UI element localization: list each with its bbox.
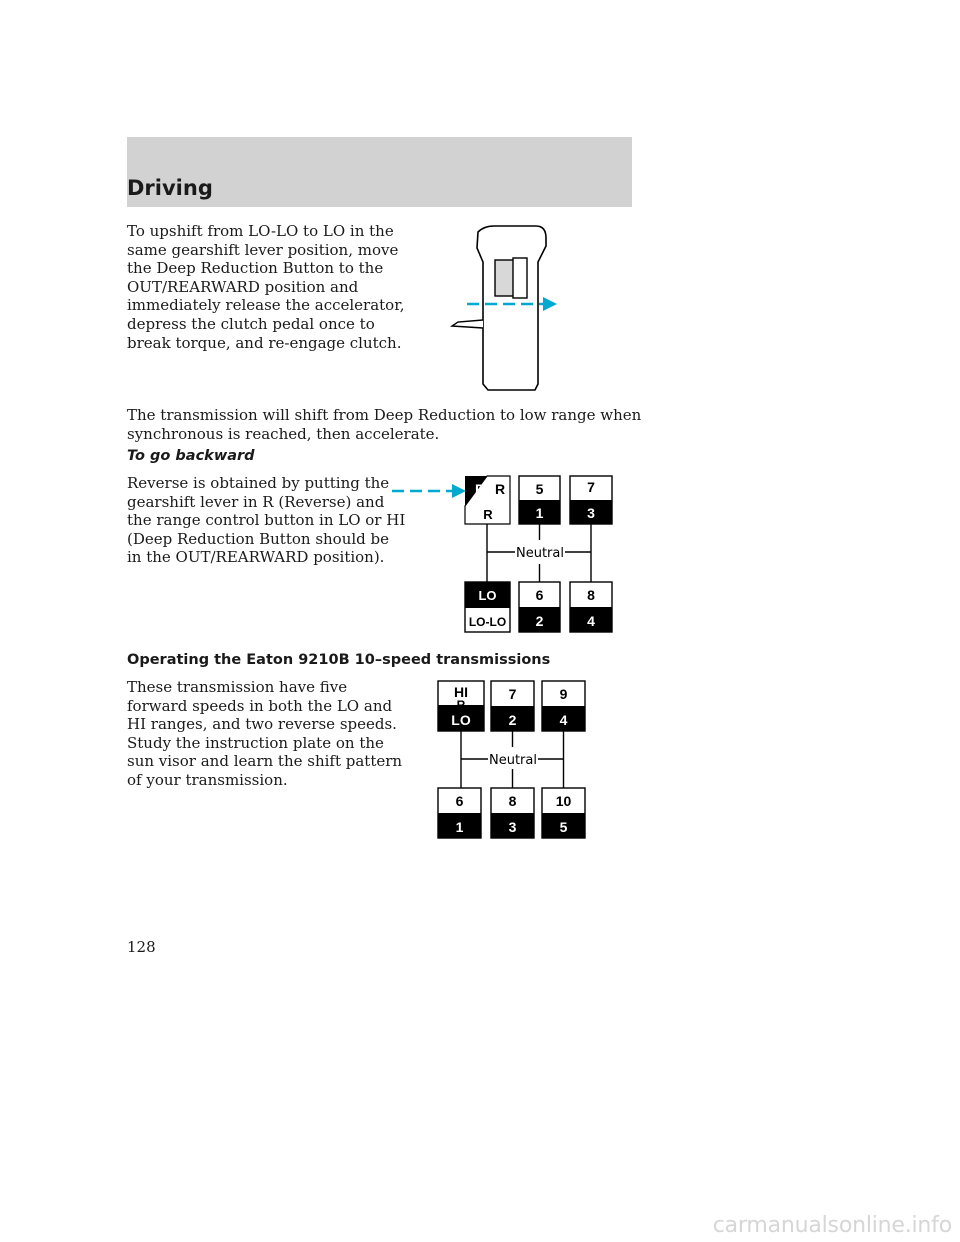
- lever-tab: [452, 320, 483, 328]
- gear-3: 3: [508, 819, 517, 835]
- gear-box-hi-r-lo: [438, 681, 484, 731]
- gear-6: 6: [455, 793, 464, 809]
- gear-box-8-4: [570, 582, 612, 632]
- gear-r-top-right: R: [494, 481, 506, 497]
- gear-lo: LO: [451, 712, 471, 728]
- transmission-shift-paragraph: The transmission will shift from Deep Reduction to low range when synchronous is reached, then accelerate.: [127, 406, 642, 443]
- gear-6: 6: [535, 587, 544, 603]
- reverse-gear-box: [465, 476, 510, 524]
- gear-r-top-left: R: [474, 481, 486, 497]
- gear-r-bottom: R: [483, 507, 493, 522]
- upshift-paragraph: To upshift from LO-LO to LO in the same gearshift lever position, move the Deep Reduction Button to the OUT/REARWARD position and immediately release the accelerator, depress the clutch pedal once to break torque, and re-engage clutch.: [127, 222, 405, 352]
- gear-8: 8: [587, 587, 595, 603]
- neutral-label: Neutral: [489, 753, 537, 768]
- gear-1: 1: [535, 505, 544, 521]
- deep-reduction-button: [495, 260, 515, 296]
- section-title: Driving: [127, 176, 213, 200]
- gear-r: R: [456, 698, 466, 712]
- gear-7: 7: [587, 479, 595, 495]
- gear-box-6-1: [438, 788, 481, 838]
- gear-2: 2: [508, 712, 517, 728]
- gear-box-6-2: [519, 582, 560, 632]
- watermark: carmanualsonline.info: [712, 1213, 952, 1238]
- gear-7: 7: [508, 686, 517, 702]
- gear-lolo: LO-LO: [468, 615, 507, 629]
- gear-9: 9: [559, 686, 568, 702]
- gear-box-lo-lolo: [465, 582, 510, 632]
- shift-lever-illustration: [450, 226, 560, 394]
- gear-2: 2: [535, 613, 544, 629]
- gear-hi: HI: [454, 684, 468, 700]
- shift-lever-body: [477, 226, 546, 390]
- gear-box-10-5: [542, 788, 585, 838]
- arrow-head: [543, 297, 557, 311]
- gear-box-9-4: [542, 681, 585, 731]
- range-button: [513, 258, 527, 298]
- gear-4: 4: [587, 613, 595, 629]
- neutral-label: Neutral: [516, 546, 564, 561]
- gear-1: 1: [455, 819, 464, 835]
- page-number: 128: [127, 938, 156, 956]
- gear-box-7-2: [491, 681, 534, 731]
- gear-5: 5: [535, 481, 544, 497]
- gear-box-5-1: [519, 476, 560, 524]
- gear-10: 10: [555, 793, 572, 809]
- gear-box-8-3: [491, 788, 534, 838]
- arrow-head: [452, 484, 466, 498]
- gear-lo: LO: [478, 588, 497, 603]
- eaton-paragraph: These transmission have five forward speeds in both the LO and HI ranges, and two reverse speeds. Study the instruction plate on the sun visor and learn the shift pattern of your transmission.: [127, 678, 403, 789]
- gear-4: 4: [559, 712, 568, 728]
- go-backward-heading: To go backward: [127, 448, 255, 464]
- gear-3: 3: [587, 505, 595, 521]
- eaton-shift-diagram: [438, 681, 588, 841]
- eaton-heading: Operating the Eaton 9210B 10–speed transmissions: [127, 652, 551, 668]
- reverse-paragraph: Reverse is obtained by putting the gearshift lever in R (Reverse) and the range control button in LO or HI (Deep Reduction Button should be in the OUT/REARWARD position).: [127, 474, 406, 567]
- gear-5: 5: [559, 819, 568, 835]
- reverse-shift-diagram: [390, 474, 615, 634]
- gear-8: 8: [508, 793, 517, 809]
- gear-box-7-3: [570, 476, 612, 524]
